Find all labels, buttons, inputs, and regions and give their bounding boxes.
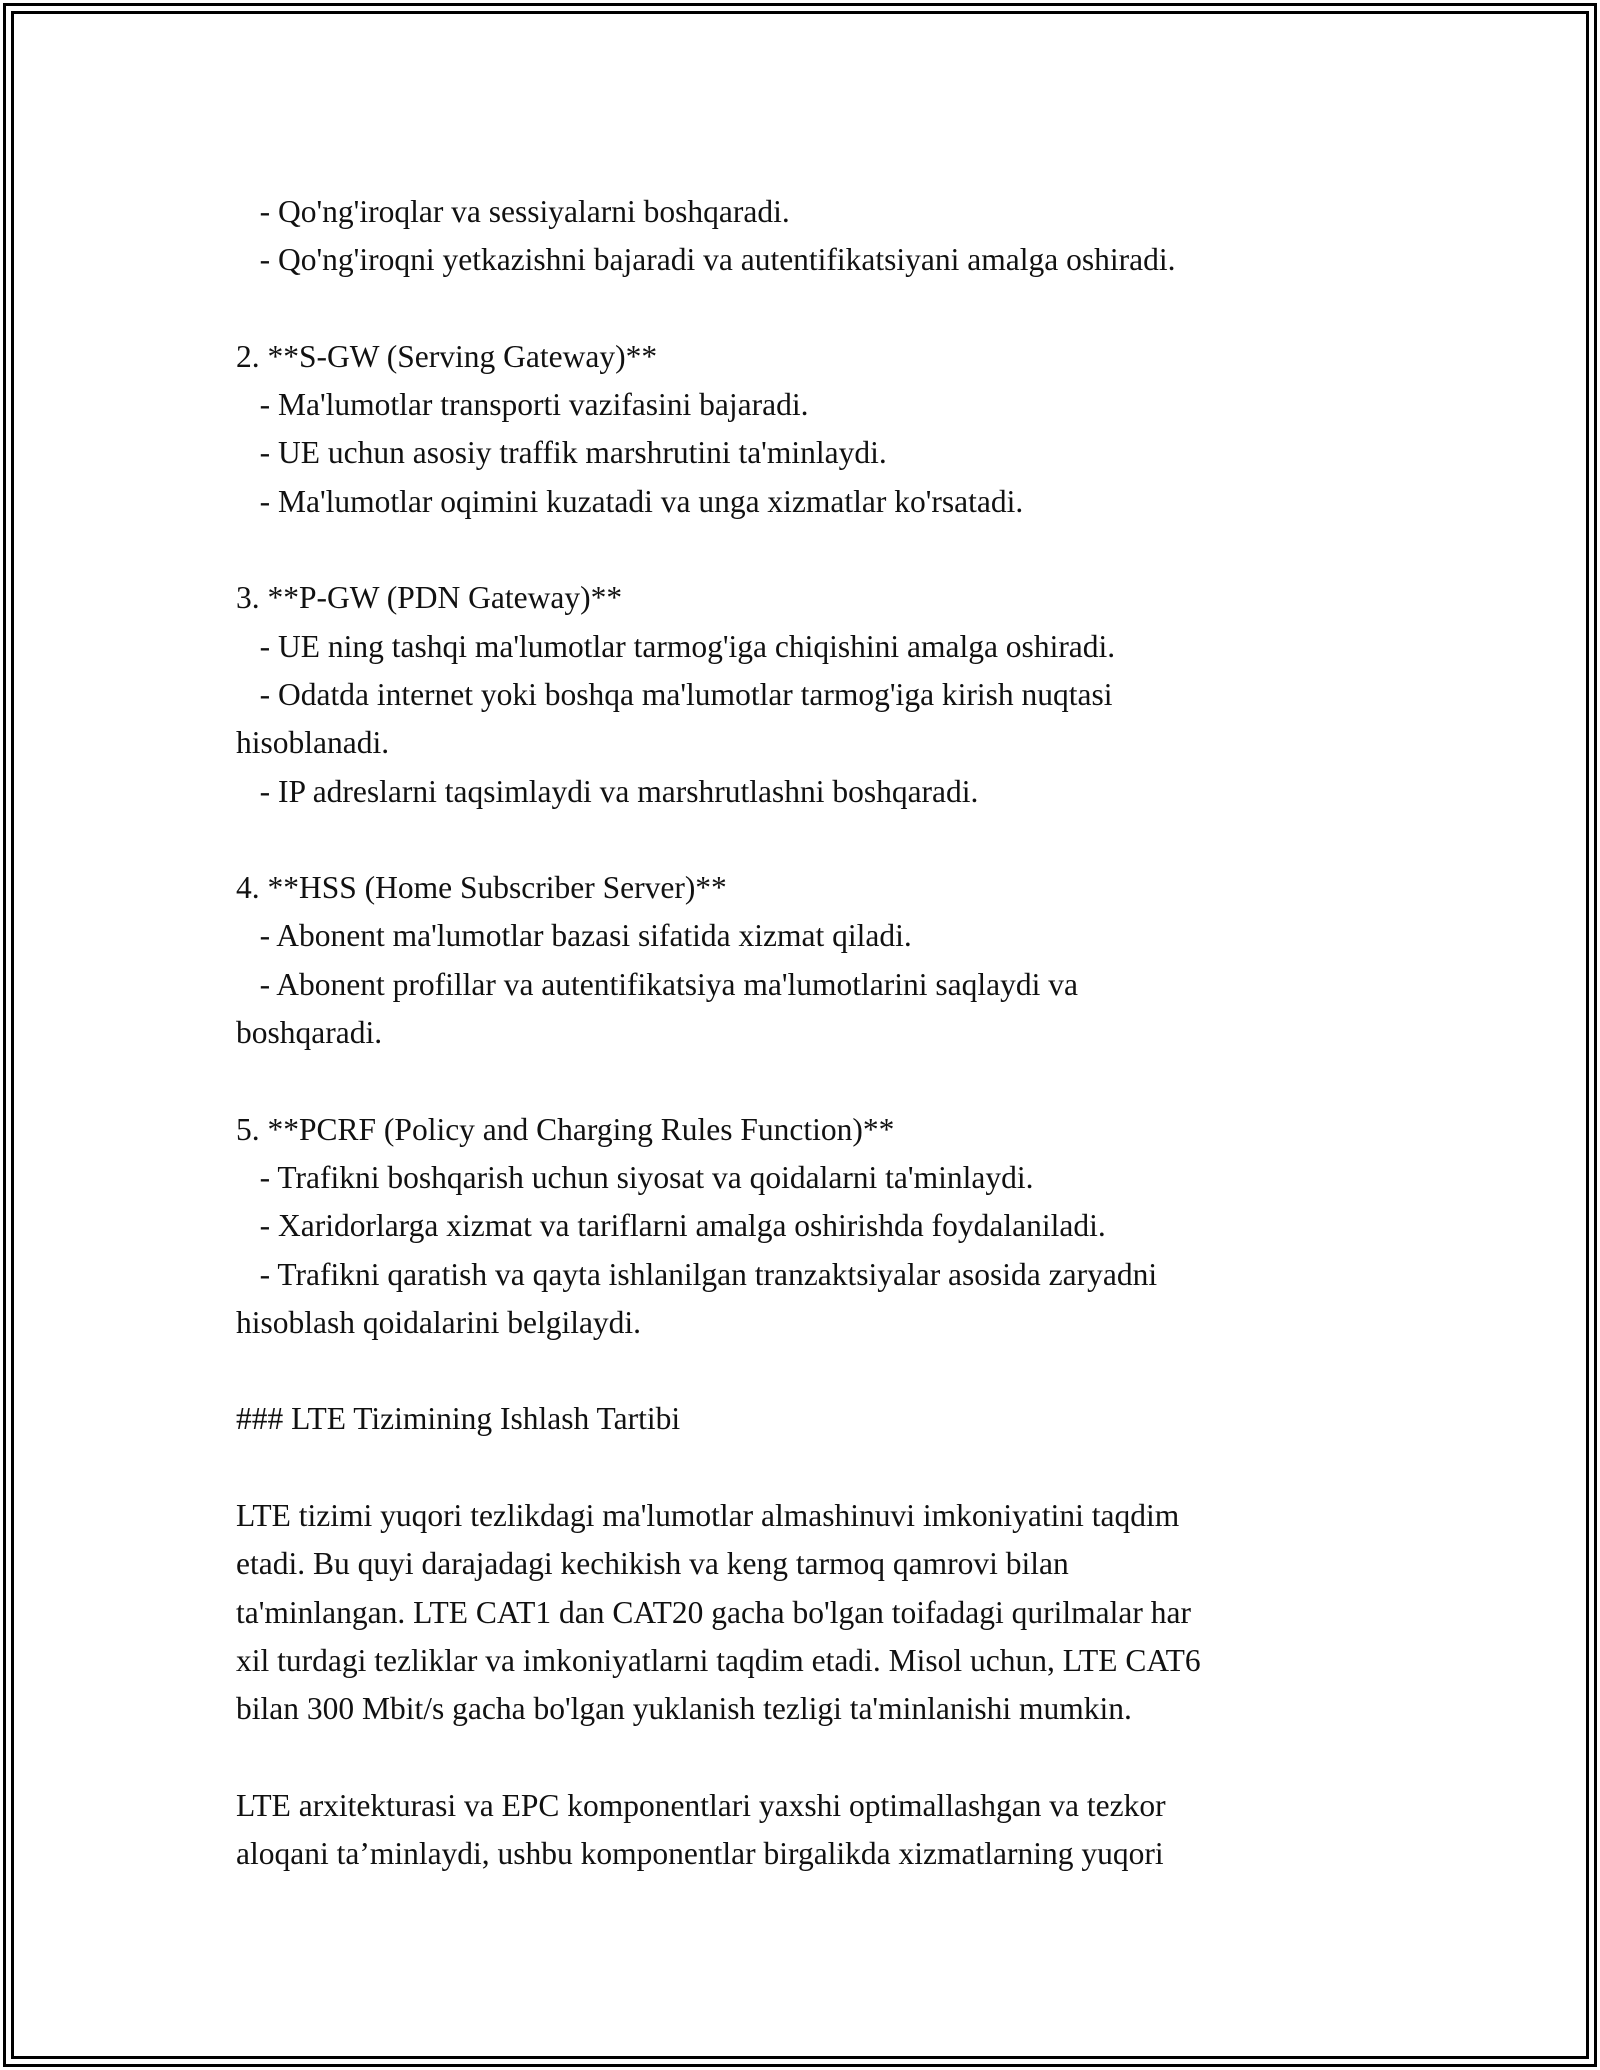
paragraph-line: LTE tizimi yuqori tezlikdagi ma'lumotlar almashinuvi imkoniyatini taqdim [236, 1498, 1180, 1534]
blank-line [236, 1057, 1396, 1105]
text-line: - IP adreslarni taqsimlaydi va marshrutlashni boshqaradi. [236, 773, 979, 809]
text-line: - UE uchun asosiy traffik marshrutini ta'minlaydi. [236, 435, 887, 471]
blank-line [236, 1347, 1396, 1395]
text-line: - Trafikni qaratish va qayta ishlanilgan tranzaktsiyalar asosida zaryadni [236, 1256, 1158, 1292]
text-line: - Abonent profillar va autentifikatsiya ma'lumotlarini saqlaydi va [236, 966, 1078, 1002]
text-line: - Ma'lumotlar transporti vazifasini bajaradi. [236, 387, 809, 423]
text-line: - Ma'lumotlar oqimini kuzatadi va unga xizmatlar ko'rsatadi. [236, 483, 1024, 519]
text-line: - Qo'ng'iroqni yetkazishni bajaradi va autentifikatsiyani amalga oshiradi. [236, 242, 1176, 278]
paragraph-line: aloqani ta’minlaydi, ushbu komponentlar birgalikda xizmatlarning yuqori [236, 1836, 1164, 1872]
text-line: - UE ning tashqi ma'lumotlar tarmog'iga chiqishini amalga oshiradi. [236, 628, 1116, 664]
paragraph-line: bilan 300 Mbit/s gacha bo'lgan yuklanish tezligi ta'minlanishi mumkin. [236, 1691, 1132, 1727]
section-heading: 5. **PCRF (Policy and Charging Rules Function)** [236, 1111, 895, 1147]
blank-line [236, 1734, 1396, 1782]
text-line: - Trafikni boshqarish uchun siyosat va qoidalarni ta'minlaydi. [236, 1159, 1034, 1195]
paragraph-line: xil turdagi tezliklar va imkoniyatlarni taqdim etadi. Misol uchun, LTE CAT6 [236, 1642, 1201, 1678]
blank-line [236, 526, 1396, 574]
paragraph-line: ta'minlangan. LTE CAT1 dan CAT20 gacha bo'lgan toifadagi qurilmalar har [236, 1594, 1191, 1630]
document-body [236, 188, 1396, 1878]
section-heading: 2. **S-GW (Serving Gateway)** [236, 338, 658, 374]
section-heading: 3. **P-GW (PDN Gateway)** [236, 580, 623, 616]
section-heading: 4. **HSS (Home Subscriber Server)** [236, 870, 727, 906]
text-line: - Qo'ng'iroqlar va sessiyalarni boshqaradi. [236, 194, 790, 229]
section-title: ### LTE Tizimining Ishlash Tartibi [236, 1401, 681, 1437]
text-line: hisoblash qoidalarini belgilaydi. [236, 1304, 642, 1340]
text-line: - Odatda internet yoki boshqa ma'lumotlar tarmog'iga kirish nuqtasi [236, 676, 1113, 712]
paragraph-line: LTE arxitekturasi va EPC komponentlari yaxshi optimallashgan va tezkor [236, 1787, 1166, 1823]
text-line: hisoblanadi. [236, 725, 390, 761]
blank-line [236, 816, 1396, 864]
text-line: - Xaridorlarga xizmat va tariflarni amalga oshirishda foydalaniladi. [236, 1208, 1106, 1244]
paragraph-line: etadi. Bu quyi darajadagi kechikish va keng tarmoq qamrovi bilan [236, 1546, 1069, 1582]
blank-line [236, 1444, 1396, 1492]
text-line: boshqaradi. [236, 1015, 383, 1051]
blank-line [236, 285, 1396, 333]
text-line: - Abonent ma'lumotlar bazasi sifatida xizmat qiladi. [236, 918, 912, 954]
